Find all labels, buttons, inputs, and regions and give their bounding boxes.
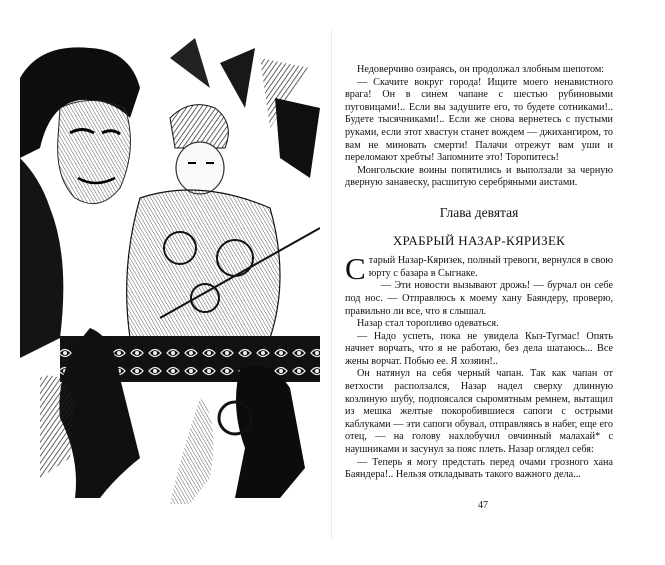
paragraph: Монгольские воины попятились и выползали за черную дверную занавеску, расшитую серебряными аистами. [345, 164, 613, 189]
paragraph: — Теперь я могу предстать перед очами грозного хана Баяндера!.. Нельзя откладывать такого важного дела... [345, 456, 613, 481]
chapter-title: ХРАБРЫЙ НАЗАР-КЯРИЗЕК [392, 232, 566, 248]
paragraph: — Эти новости вызывают дрожь! — бурчал он себе под нос. — Отправлюсь к моему хану Баяндеру, проверю, правильно ли все, что я слышал. [345, 280, 613, 317]
body-text [345, 64, 613, 482]
paragraph: Недоверчиво озираясь, он продолжал злобным шепотом: [357, 64, 605, 75]
paragraph: — Надо успеть, пока не увидела Кыз-Тугмас! Опять начнет ворчать, что я не работаю, без дела шатаюсь... Все жены ворчат. Побью ее. Я хозяин!.. [345, 330, 613, 367]
first-paragraph-text: тарый Назар-Кяризек, полный тревоги, вернулся в свою юрту с базара в Сыгнаке. [368, 255, 613, 279]
drop-cap: С [345, 251, 366, 287]
paragraph: — Скачите вокруг города! Ищите моего ненавистного врага! Он в синем чапане с шестью рубиновыми пуговицами!.. Если вы задушите его, то будете сотниками!.. Будете тысячниками!.. Если же снова вернетесь с пустыми руками, если этот хвастун станет вождем — джихангиром, то вам не миновать смерти! Палачи отрежут вам уши и переломают хребты! Запомните это! Торопитесь! [345, 76, 613, 164]
chapter-number: Глава девятая [439, 204, 519, 220]
first-paragraph [345, 251, 613, 287]
illustration [20, 38, 320, 504]
left-page [0, 0, 332, 565]
paragraph: Назар стал торопливо одеваться. [357, 318, 499, 330]
page-number: 47 [478, 500, 488, 511]
paragraph: Он натянул на себя черный чапан. Так как чапан от ветхости расползался, Назар надел сверху длинную козлиную шубу, подпоясался сыромятным ремнем, вытащил из мешка желтые покоробившиеся сапоги с острыми каблуками — эти сапоги обувал, отправляясь в набег, еще его отец, — на голову нахлобучил овчинный малахай* с наушниками и засунул за пояс плеть. Назар оглядел себя: [345, 368, 613, 456]
